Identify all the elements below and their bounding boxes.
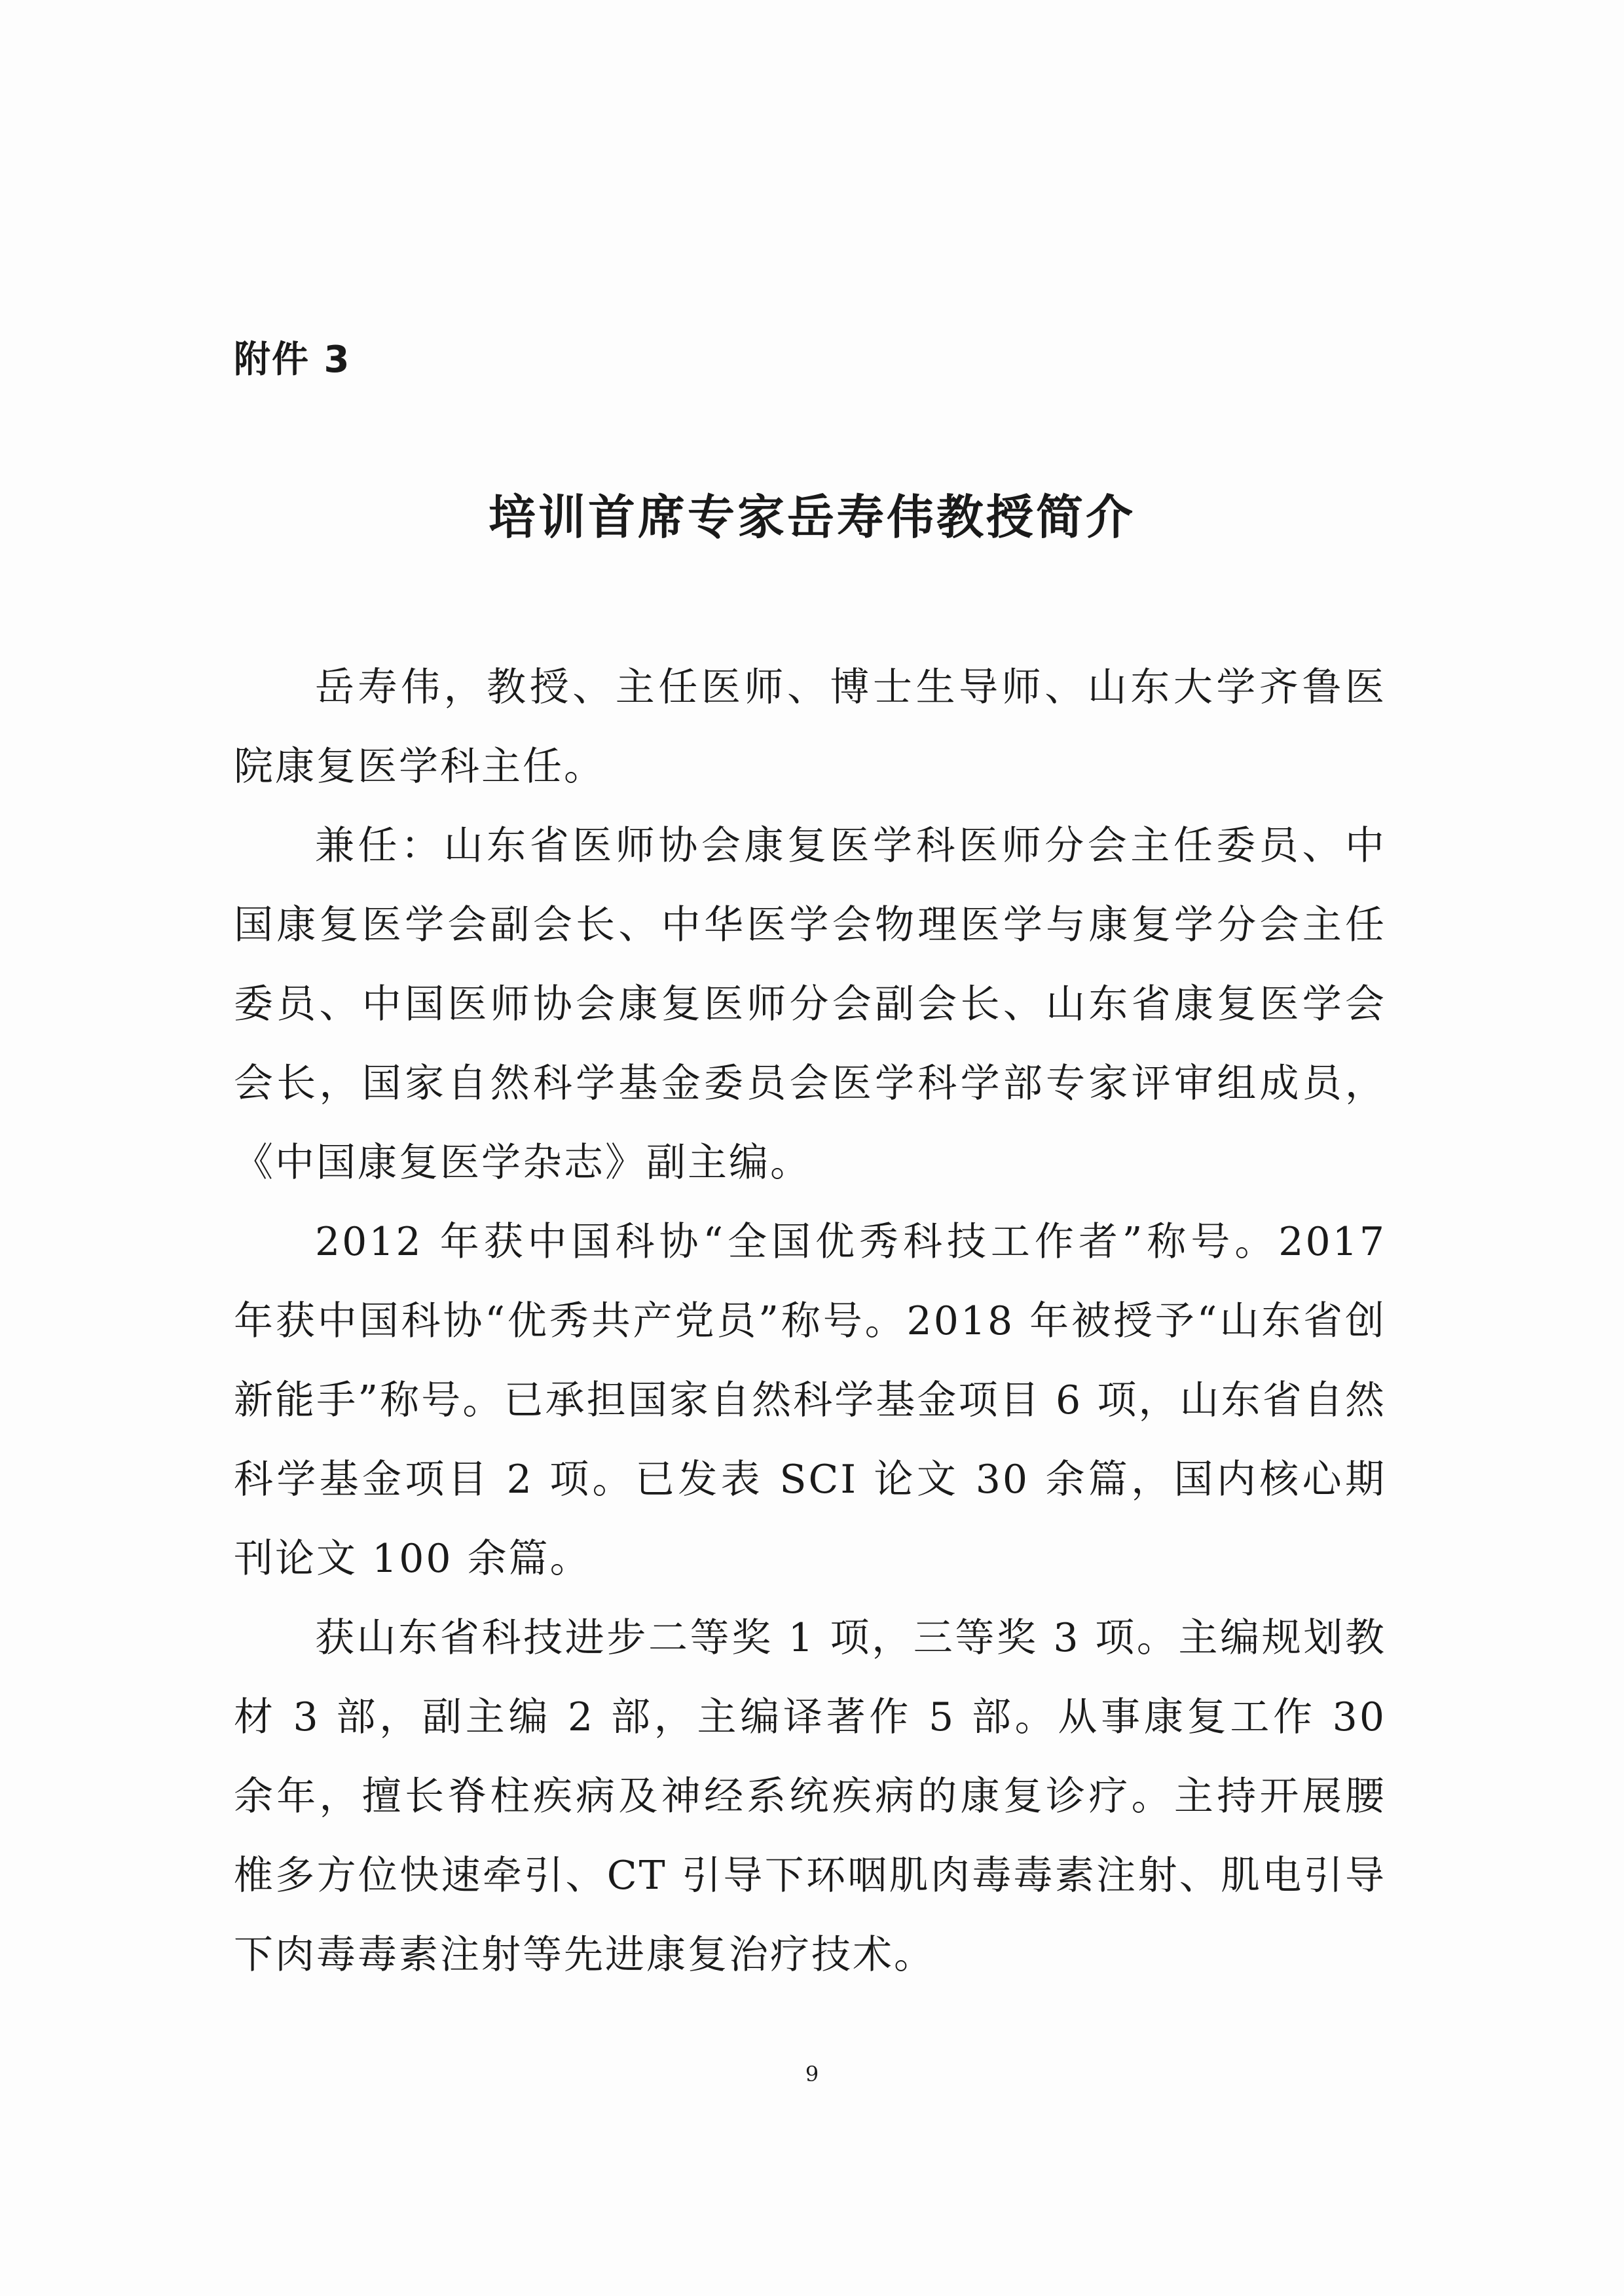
page-number: 9	[805, 2062, 819, 2086]
document-title: 培训首席专家岳寿伟教授简介	[488, 490, 1135, 545]
paragraph-concurrent-posts: 兼任：山东省医师协会康复医学科医师分会主任委员、中国康复医学会副会长、中华医学会物理医学与康复学分会主任委员、中国医师协会康复医师分会副会长、山东省康复医学会会长，国家自然科学基金委员会医学科学部专家评审组成员，《中国康复医学杂志》副主编。	[234, 823, 1386, 1186]
paragraph-honors: 2012 年获中国科协“全国优秀科技工作者”称号。2017 年获中国科协“优秀共产党员”称号。2018 年被授予“山东省创新能手”称号。已承担国家自然科学基金项目 6 项，山东省自然科学基金项目 2 项。已发表 SCI 论文 30 余篇，国内核心期刊论文 100 余篇。	[234, 1219, 1386, 1582]
attachment-label: 附件 3	[234, 338, 351, 381]
document-body	[234, 648, 1386, 1995]
paragraph-intro: 岳寿伟，教授、主任医师、博士生导师、山东大学齐鲁医院康复医学科主任。	[234, 665, 1386, 790]
paragraph-awards: 获山东省科技进步二等奖 1 项，三等奖 3 项。主编规划教材 3 部，副主编 2 部，主编译著作 5 部。从事康复工作 30 余年，擅长脊柱疾病及神经系统疾病的康复诊疗。主持开展腰椎多方位快速牵引、CT 引导下环咽肌肉毒毒素注射、肌电引导下肉毒毒素注射等先进康复治疗技术。	[234, 1615, 1386, 1978]
